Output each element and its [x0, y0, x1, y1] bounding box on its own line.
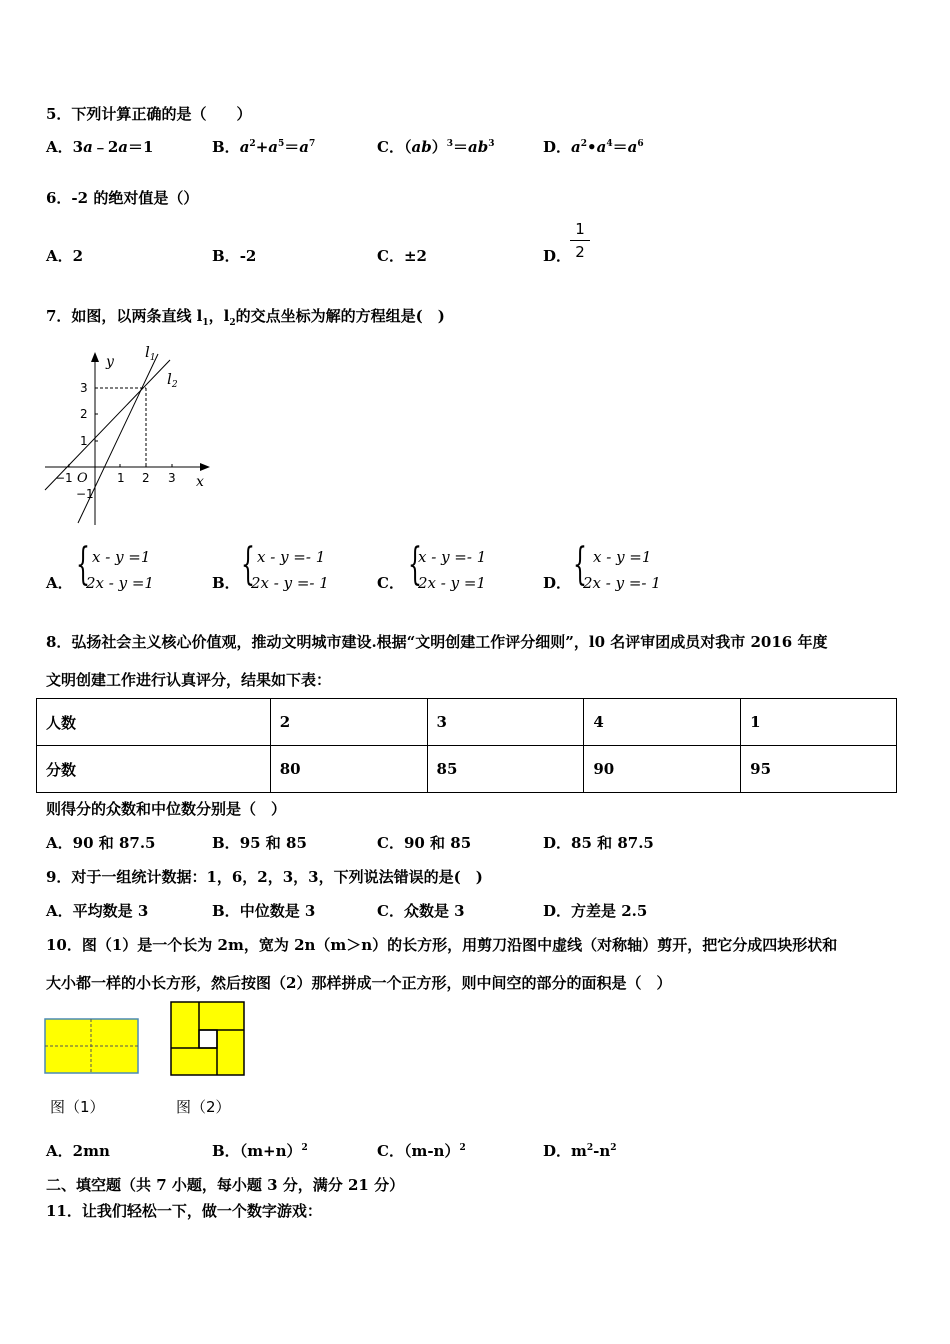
table-cell: 2 — [270, 699, 427, 746]
table-cell: 分数 — [37, 746, 271, 793]
q5-option-b: B．$a^2+a^5=a^7$ — [212, 138, 316, 156]
l2-label: $l_2$ — [167, 370, 178, 390]
q8-option-b: B．95 和 85 — [212, 834, 307, 852]
q9-stem: 9．对于一组统计数据：1，6，2，3，3，下列说法错误的是( ) — [46, 868, 483, 886]
x-tick-label: 3 — [168, 471, 176, 485]
brace-icon: { — [76, 539, 90, 590]
x-tick-label: 1 — [117, 471, 125, 485]
q10-option-d: D．$m^2-n^2$ — [543, 1142, 617, 1160]
fraction-numerator: 1 — [575, 220, 585, 238]
l1-label: $l_1$ — [145, 343, 156, 363]
q7-stem: 7．如图，以两条直线 $l_1$，$l_2$的交点坐标为解的方程组是( ) — [46, 307, 445, 328]
q6-option-b: B．-2 — [212, 247, 257, 265]
brace-icon: { — [573, 539, 587, 590]
q10-figure-2-caption: 图（2） — [176, 1098, 231, 1116]
q7-graph — [40, 340, 215, 530]
y-axis-arrow — [91, 352, 99, 362]
q7-option-b-system: x - y =- 1 2x - y =- 1 — [251, 548, 329, 592]
q10-option-c: C．$(m-n)^2$ — [377, 1142, 466, 1160]
origin-label: O — [77, 471, 88, 486]
y-tick-label: 3 — [80, 381, 88, 395]
q11-stem: 11．让我们轻松一下，做一个数字游戏： — [46, 1202, 322, 1220]
table-cell: 80 — [270, 746, 427, 793]
q7-option-c-system: x - y =- 1 2x - y =1 — [418, 548, 487, 592]
q8-stem-line2: 文明创建工作进行认真评分，结果如下表： — [46, 671, 332, 689]
y-tick-label: 2 — [80, 407, 88, 421]
q8-option-a: A．90 和 87.5 — [46, 834, 156, 852]
q7-option-a-system: x - y =1 2x - y =1 — [86, 548, 154, 592]
q10-figure-1 — [44, 1018, 140, 1076]
q8-score-table — [36, 698, 897, 793]
y-tick-label: 1 — [80, 434, 88, 448]
q9-option-a: A．平均数是 3 — [46, 902, 149, 920]
fraction-denominator: 2 — [575, 243, 585, 261]
q7-option-d-label: D． — [543, 574, 572, 592]
table-row — [37, 746, 897, 793]
brace-icon: { — [241, 539, 255, 590]
q6-option-d-fraction — [570, 220, 590, 261]
table-cell: 4 — [584, 699, 741, 746]
brace-icon: { — [408, 539, 422, 590]
table-cell: 90 — [584, 746, 741, 793]
q7-option-c-label: C． — [377, 574, 404, 592]
y-axis-label: y — [106, 354, 114, 370]
q8-stem-line1: 8．弘扬社会主义核心价值观，推动文明城市建设.根据“文明创建工作评分细则”，l0 名评审团成员对我市 2016 年度 — [46, 633, 828, 651]
q7-option-d-system: x - y =1 2x - y =- 1 — [583, 548, 661, 592]
q7-option-b-label: B． — [212, 574, 240, 592]
table-cell: 1 — [741, 699, 897, 746]
table-cell: 3 — [427, 699, 584, 746]
q10-stem-line1: 10．图（1）是一个长为 2m，宽为 2n（m＞n）的长方形，用剪刀沿图中虚线（对称轴）剪开，把它分成四块形状和 — [46, 936, 838, 954]
y-tick-label: −1 — [76, 487, 94, 501]
q6-option-c: C．±2 — [377, 247, 427, 265]
x-axis-arrow — [200, 463, 210, 471]
q5-option-d: D．$a^2•a^4=a^6$ — [543, 138, 644, 156]
q9-option-d: D．方差是 2.5 — [543, 902, 648, 920]
q10-option-b: B．$(m+n)^2$ — [212, 1142, 308, 1160]
x-tick-label: −1 — [55, 471, 73, 485]
table-cell: 人数 — [37, 699, 271, 746]
table-cell: 95 — [741, 746, 897, 793]
table-cell: 85 — [427, 746, 584, 793]
q5-option-a: A．3a﹣2a＝1 — [46, 138, 154, 156]
q8-option-c: C．90 和 85 — [377, 834, 472, 852]
center-hole — [199, 1030, 217, 1048]
q9-option-b: B．中位数是 3 — [212, 902, 316, 920]
q8-option-d: D．85 和 87.5 — [543, 834, 654, 852]
fraction-bar — [570, 240, 590, 241]
q6-option-a: A．2 — [46, 247, 84, 265]
q5-stem: 5．下列计算正确的是（ ） — [46, 105, 252, 123]
q7-option-a-label: A． — [46, 574, 73, 592]
table-row — [37, 699, 897, 746]
q10-option-a: A．2mn — [46, 1142, 110, 1160]
q5-option-c: C．$(ab)^3=ab^3$ — [377, 138, 495, 156]
q8-question: 则得分的众数和中位数分别是（ ） — [46, 800, 287, 818]
q10-figure-1-caption: 图（1） — [50, 1098, 105, 1116]
q10-figure-2 — [170, 1001, 246, 1077]
x-tick-label: 2 — [142, 471, 150, 485]
q10-stem-line2: 大小都一样的小长方形，然后按图（2）那样拼成一个正方形，则中间空的部分的面积是（ ） — [46, 974, 672, 992]
q6-option-d-label: D． — [543, 247, 572, 265]
q6-stem: 6．-2 的绝对值是（） — [46, 189, 199, 207]
section-2-heading: 二、填空题（共 7 小题，每小题 3 分，满分 21 分） — [46, 1176, 405, 1194]
x-axis-label: x — [196, 474, 204, 490]
q9-option-c: C．众数是 3 — [377, 902, 465, 920]
